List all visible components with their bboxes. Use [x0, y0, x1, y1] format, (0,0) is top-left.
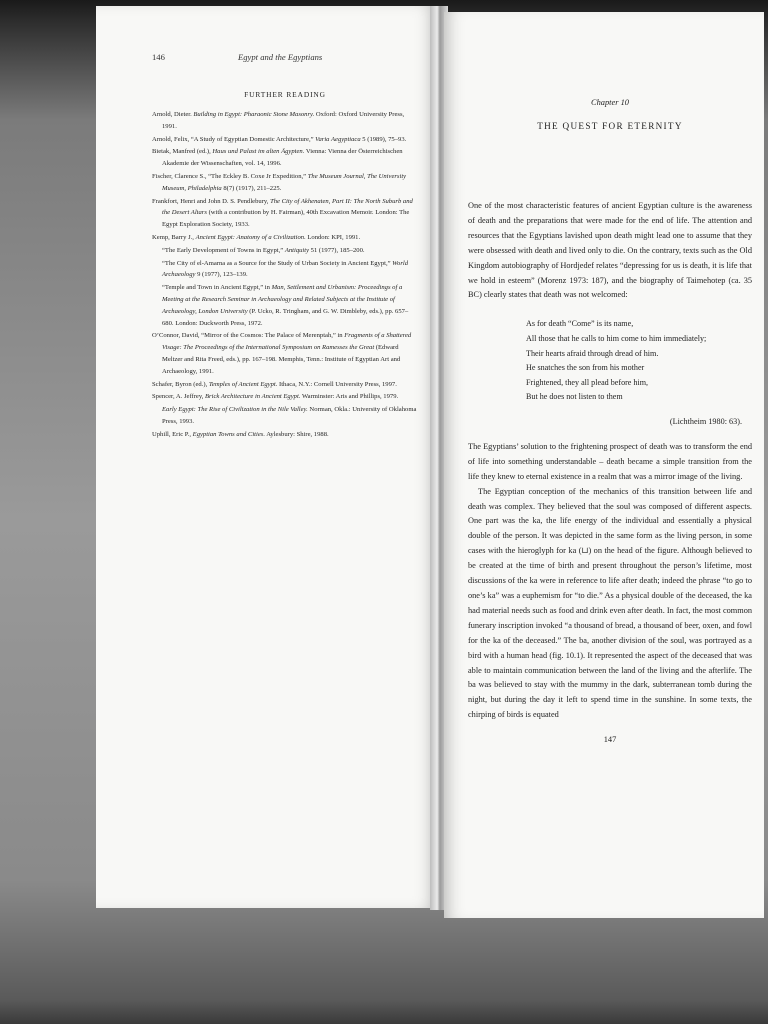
reference-lead: O’Connor, David, “Mirror of the Cosmos: The Palace of Merenptah,” in	[152, 332, 345, 340]
verse-citation: (Lichtheim 1980: 63).	[669, 416, 742, 426]
reference-entry	[152, 391, 418, 403]
verse-line: But he does not listen to them	[526, 392, 623, 402]
reference-lead: Kemp, Barry J.,	[152, 233, 196, 241]
reference-title: Temples of Ancient Egypt.	[208, 380, 278, 388]
reference-details: Norman, Okla.: University of Oklahoma Press, 1993.	[162, 406, 417, 425]
reference-list	[152, 109, 418, 441]
reference-lead: Fischer, Clarence S., “The Eckley B. Coxe Jr Expedition,”	[152, 172, 308, 180]
reference-title: Fragments of a Shattered Visage: The Proceedings of the International Symposium on Ramesses the Great	[162, 332, 412, 352]
reference-title: The City of Akhenaten, Part II: The North Suburb and the Desert Altars	[162, 197, 413, 217]
reference-entry	[152, 282, 418, 329]
chapter-title: THE QUEST FOR ETERNITY	[537, 121, 683, 131]
reference-title: Haus und Palast im alten Ägypten.	[212, 148, 305, 156]
right-page-number: 147	[603, 735, 617, 745]
reference-details: Warminster: Aris and Phillips, 1979.	[300, 393, 399, 401]
verse-line: Frightened, they all plead before him,	[526, 377, 649, 387]
reference-entry	[152, 134, 418, 146]
chapter-label: Chapter 10	[591, 98, 629, 107]
reference-title: Building in Egypt: Pharaonic Stone Masonry.	[193, 111, 315, 118]
verse-line: All those that he calls to him come to him immediately;	[526, 333, 707, 343]
reference-title: The Museum Journal, The University Museum, Philadelphia	[162, 172, 407, 192]
reference-title: Varia Aegyptiaca	[315, 135, 361, 143]
reference-details: Oxford: Oxford University Press, 1991.	[162, 111, 405, 130]
verse-line: Their hearts afraid through dread of him.	[526, 348, 659, 358]
reference-lead: “The Early Development of Towns in Egypt,”	[162, 246, 285, 254]
reference-title: Brick Architecture in Ancient Egypt.	[205, 393, 301, 401]
reference-details: 51 (1977), 185–200.	[309, 246, 365, 254]
reference-title: Ancient Egypt: Anatomy of a Civilization.	[195, 233, 306, 241]
verse-line: As for death “Come” is its name,	[526, 319, 634, 329]
reference-lead: “The City of el-Amarna as a Source for the Study of Urban Society in Ancient Egypt,”	[162, 259, 393, 267]
reference-details: (with a contribution by H. Fairman), 40th Excavation Memoir. London: The Egypt Exploration Society, 1933.	[162, 209, 410, 229]
reference-title: Egyptian Towns and Cities.	[192, 430, 265, 438]
reference-lead: Frankfort, Henri and John D. S. Pendlebury,	[152, 197, 271, 205]
reference-details: 5 (1989), 75–93.	[360, 135, 407, 143]
book-title-running-head: Egypt and the Egyptians	[238, 52, 323, 62]
reference-title: Antiquity	[284, 246, 310, 254]
reference-entry	[152, 245, 418, 257]
reference-title: Man, Settlement and Urbanism: Proceedings of a Meeting at the Research Seminar in Archaeology and Related Subjects at the Institute of Archaeology, London University	[162, 284, 403, 315]
quoted-verse	[526, 317, 752, 405]
paragraph-solution: The Egyptians’ solution to the frightening prospect of death was to transform the end of life into something understandable – death became a simple transition from the life they knew to eternal existence in a realm that was a mirror image of the living.	[468, 441, 752, 481]
reference-entry	[152, 109, 418, 133]
left-page-number: 146	[152, 52, 165, 62]
reference-entry	[152, 330, 418, 377]
right-page	[444, 12, 764, 918]
left-running-head	[152, 52, 418, 62]
reference-details: 8(7) (1917), 211–225.	[221, 184, 282, 192]
verse-line: He snatches the son from his mother	[526, 363, 645, 373]
reference-details: (Edward Meltzer and Rita Freed, eds.), pp. 167–198. Memphis, Tenn.: Institute of Egyptian Art and Archaeology, 1991.	[162, 344, 401, 375]
reference-entry	[152, 404, 418, 428]
further-reading-heading: FURTHER READING	[244, 90, 326, 99]
reference-entry	[152, 429, 418, 441]
paragraph-soul-aspects: The Egyptian conception of the mechanics of this transition between life and death was complex. They believed that the soul was composed of different aspects. One part was the ka, the life energy of the individual and essentially a physical double of the person. It was depicted in the same form as the living person, in some cases with the hieroglyph for ka (⊔) on the head of the figure. Although believed to be created at the time of birth and present throughout the person’s lifetime, most discussions of the ka were in reference to life after death; indeed the phrase “to go to one’s ka” was a euphemism for “to die.” As a physical double of the deceased, the ka had material needs such as food and drink even after death. In fact, the most common funerary inscription invoked “a thousand of bread, a thousand of beer, oxen, and fowl for the ka of the deceased.” The ba, another division of the soul, was portrayed as a bird with a human head (fig. 10.1). It represented the aspect of the deceased that was able to maintain communication between the land of the living and the afterlife. The ba was believed to stay with the mummy in the dark, subterranean tomb during the night, but during the day it left to spend time in the sunshine. In some texts, the chirping of birds is equated	[468, 486, 752, 720]
reference-entry	[152, 196, 418, 231]
reference-details: Aylesbury: Shire, 1988.	[264, 430, 329, 438]
reference-lead: Uphill, Eric P.,	[152, 430, 193, 438]
reference-entry	[152, 171, 418, 195]
reference-details: Ithaca, N.Y.: Cornell University Press, 1997.	[277, 380, 397, 388]
intro-paragraph: One of the most characteristic features of ancient Egyptian culture is the awareness of death and the preparations that were made for the end of life. The attention and resources that the Egyptians lavished upon death might lead one to assume that they were obsessed with death and lived only to die. On the contrary, texts such as the Old Kingdom autobiography of Hordjedef relates “depressing for us is death, it is life that we hold in esteem” (Morenz 1973: 187), and the biography of Taimehotep (ca. 35 BC) clearly states that death was not welcomed:	[468, 201, 752, 300]
reference-details: 9 (1977), 123–139.	[195, 271, 248, 279]
left-page	[96, 6, 436, 908]
reference-lead: Arnold, Felix, “A Study of Egyptian Domestic Architecture,”	[152, 135, 316, 143]
reference-lead: Arnold, Dieter.	[152, 111, 194, 118]
reference-entry	[152, 232, 418, 244]
reference-lead: “Temple and Town in Ancient Egypt,” in	[162, 284, 272, 292]
reference-lead: Bietak, Manfred (ed.),	[152, 148, 213, 156]
reference-title: Early Egypt: The Rise of Civilization in the Nile Valley.	[162, 406, 308, 414]
reference-details: London: KPI, 1991.	[305, 233, 361, 241]
reference-details: (P. Ucko, R. Tringham, and G. W. Dimbleby, eds.), pp. 657–680. London: Duckworth Press, 1972.	[162, 307, 409, 327]
reference-entry	[152, 379, 418, 391]
book-spread	[96, 6, 768, 1006]
reference-lead: Schafer, Byron (ed.),	[152, 380, 209, 388]
reference-title: World Archaeology	[162, 259, 409, 279]
reference-entry	[152, 258, 418, 282]
reference-entry	[152, 146, 418, 170]
reference-lead: Spencer, A. Jeffrey,	[152, 393, 206, 401]
reference-details: Vienna: Vienna der Österreichischen Akademie der Wissenschaften, vol. 14, 1996.	[162, 148, 403, 168]
